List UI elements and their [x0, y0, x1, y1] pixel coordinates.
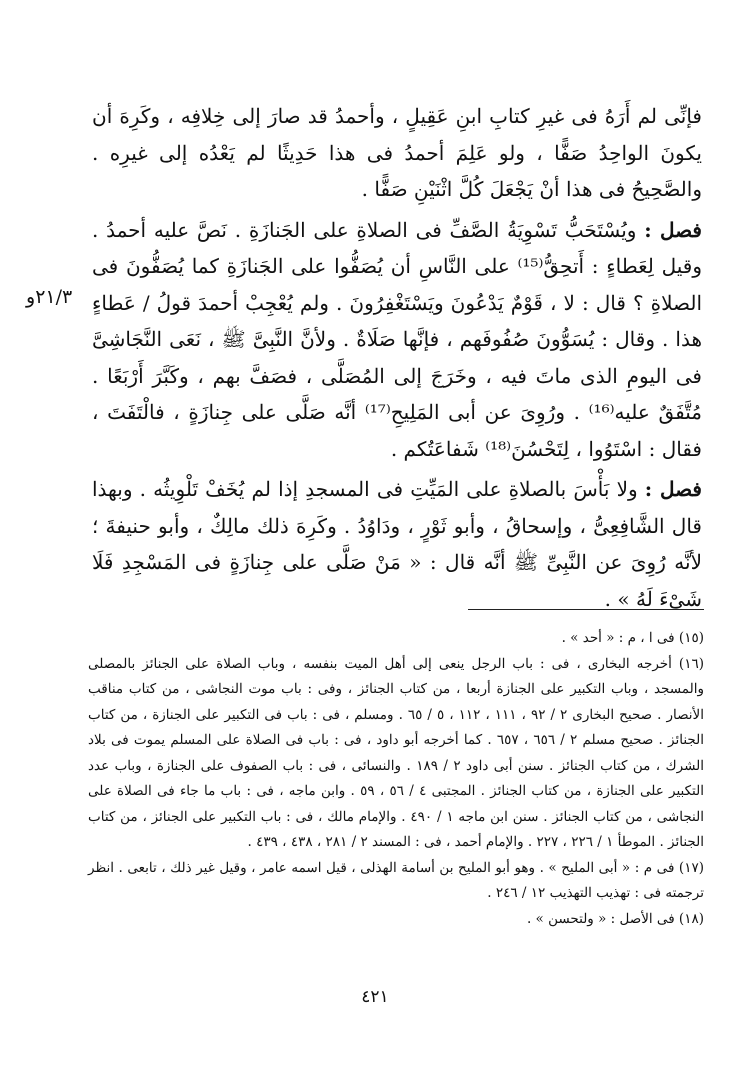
page-number: ٤٢١ — [361, 987, 389, 1007]
paragraph-2 — [92, 212, 702, 468]
footnote-16: (١٦) أخرجه البخارى ، فى : باب الرجل ينعى إلى أهل الميت بنفسه ، وباب الصلاة على الجنائز بالمصلى والمسجد ، وباب التكبير على الجنازة أربعا ، من كتاب الجنائز ، وفى : باب موت النجاشى ، من كتاب مناقب الأنصار . صحيح البخارى ٢ / ٩٢ ، ١١١ ، ١١٢ ، ٥ / ٦٥ . ومسلم ، فى : باب فى التكبير على الجنازة ، من كتاب الجنائز . صحيح مسلم ٢ / ٦٥٦ ، ٦٥٧ . كما أخرجه أبو داود ، فى : باب فى الصلاة على المسلم يموت فى بلاد الشرك ، من كتاب الجنائز . سنن أبى داود ٢ / ١٨٩ . والنسائى ، فى : باب الصفوف على الجنازة ، وباب عدد التكبير على الجنازة ، من كتاب الجنائز . المجتبى ٤ / ٥٦ ، ٥٩ . وابن ماجه ، فى : باب ما جاء فى الصلاة على النجاشى ، من كتاب الجنائز . سنن ابن ماجه ١ / ٤٩٠ . والإمام مالك ، فى : باب التكبير على الجنائز ، من كتاب الجنائز . الموطأ ١ / ٢٢٦ ، ٢٢٧ . والإمام أحمد ، فى : المسند ٢ / ٢٨١ ، ٤٣٨ ، ٤٣٩ . — [88, 655, 705, 850]
footnote-17: (١٧) فى م : « أبى المليح » . وهو أبو المليح بن أسامة الهذلى ، قيل اسمه عامر ، وقيل غير ذلك ، تابعى . انظر ترجمته فى : تهذيب التهذيب ١٢ / ٢٤٦ . — [88, 859, 704, 901]
section-heading: فصل : — [644, 217, 702, 242]
paragraph-3-text: ولا بَأْسَ بالصلاةِ على المَيِّتِ فى المسجدِ إذا لم يُخَفْ تَلْوِيثُه . وبهذا قال الشَّافِعِىُّ ، وإسحاقُ ، وأبو ثَوْرٍ ، ودَاوُدُ . وكَرِهَ ذلك مالِكٌ ، وأبو حنيفةَ ؛ لأنَّه رُوِىَ عن النَّبِىِّ ﷺ أنَّه قال : « مَنْ صَلَّى على جِنازَةٍ فى المَسْجِدِ فَلَا شَىْءَ لَهُ » . — [92, 477, 702, 611]
footnotes — [88, 626, 704, 932]
paragraph-3 — [92, 471, 702, 617]
footnote-separator — [468, 609, 704, 610]
paragraph-2-text: ويُسْتَحَبُّ تَسْوِيَةُ الصَّفِّ فى الصلاةِ على الجَنازَةِ . نَصَّ عليه أحمدُ . وقيل لِعَطاءٍ : أَتحِقُّ⁽¹⁵⁾ على النَّاسِ أن يُصَفُّوا على الجَنازَةِ كما يُصَفُّونَ فى الصلاةِ ؟ قال : لا ، قَوْمٌ يَدْعُونَ ويَسْتَغْفِرُونَ . ولم يُعْجِبْ أحمدَ قولُ / عَطاءٍ هذا . وقال : يُسَوُّونَ صُفُوفَهم ، فإنَّها صَلَاةٌ . ولأنَّ النَّبِىَّ ﷺ ، نَعَى النَّجَاشِىَّ فى اليومِ الذى ماتَ فيه ، وخَرَجَ إلى المُصَلَّى ، فصَفَّ بهم ، وكَبَّرَ أَرْبَعًا . مُتَّفَقٌ عليه⁽¹⁶⁾ . ورُوِىَ عن أبى المَلِيحِ⁽¹⁷⁾ أنَّه صَلَّى على جِنازَةٍ ، فالْتَفَتَ ، فقال : اسْتَوُوا ، لِتَحْسُنَ⁽¹⁸⁾ شَفاعَتُكم . — [92, 217, 702, 461]
paragraph-1: فإنِّى لم أَرَهُ فى غيرِ كتابِ ابنِ عَقِيلٍ ، وأحمدُ قد صارَ إلى خِلافِه ، وكَرِهَ أن يكونَ الواحِدُ صَفًّا ، ولو عَلِمَ أحمدُ فى هذا حَدِيثًا لم يَعْدُه إلى غيرِه . والصَّحِيحُ فى هذا أنْ يَجْعَلَ كُلَّ اثْنَيْنِ صَفًّا . — [92, 104, 702, 201]
main-text — [92, 98, 702, 617]
footnote-15: (١٥) فى ا ، م : « أحد » . — [561, 630, 704, 646]
margin-folio-note: ٢١/٣و — [26, 286, 73, 308]
section-heading: فصل : — [644, 477, 702, 501]
footnote-18: (١٨) فى الأصل : « ولتحسن » . — [526, 910, 704, 927]
